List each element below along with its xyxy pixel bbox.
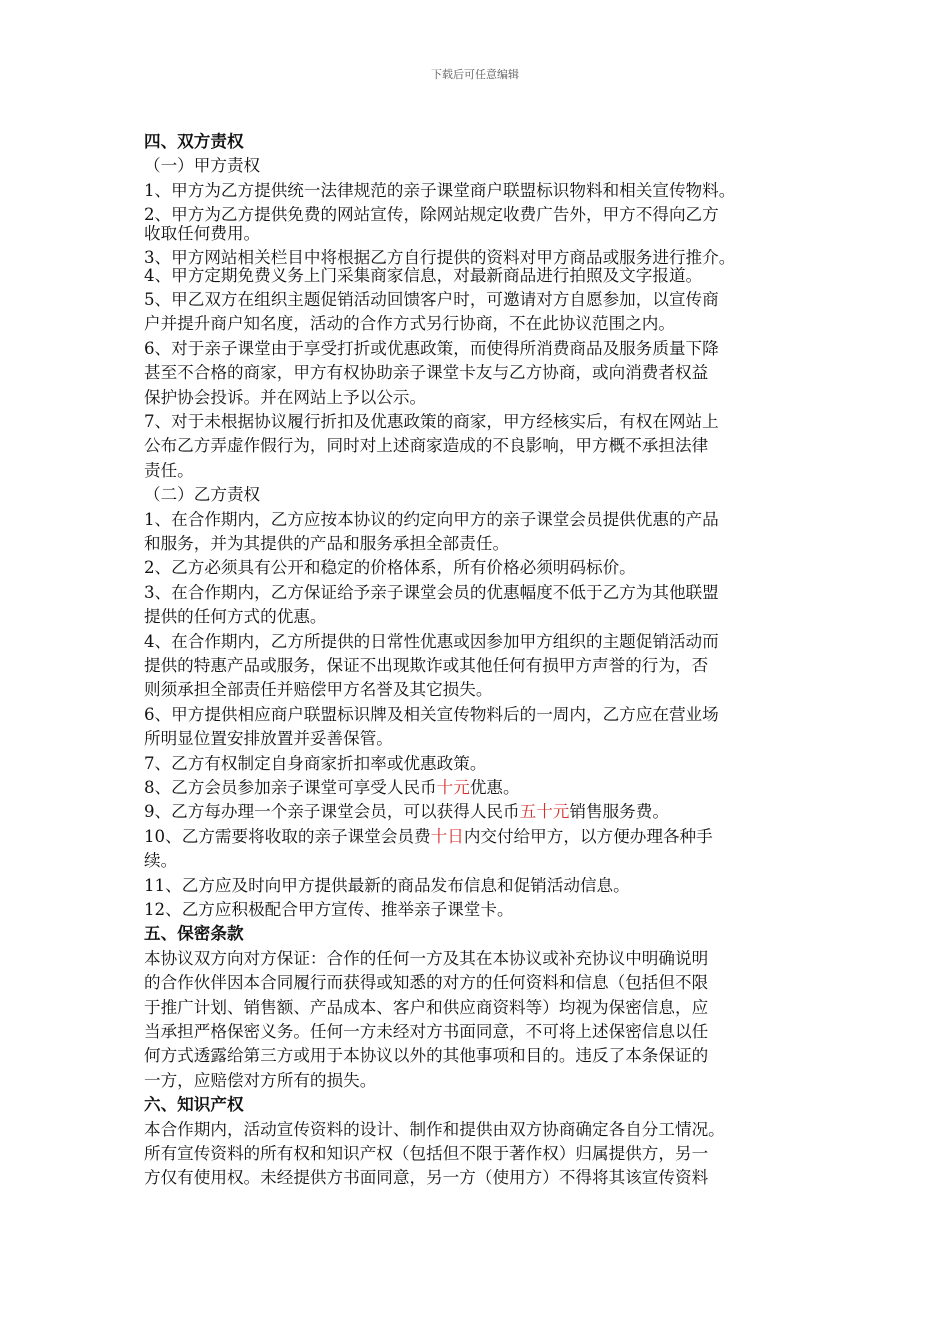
header-note: 下载后可任意编辑 xyxy=(431,68,519,81)
paragraph-line: 1、在合作期内，乙方应按本协议的约定向甲方的亲子课堂会员提供优惠的产品 xyxy=(144,510,719,529)
paragraph-line: 6、甲方提供相应商户联盟标识牌及相关宣传物料后的一周内，乙方应在营业场 xyxy=(144,705,719,724)
paragraph-line: 户并提升商户知名度，活动的合作方式另行协商，不在此协议范围之内。 xyxy=(144,314,675,333)
paragraph-line: 6、对于亲子课堂由于享受打折或优惠政策，而使得所消费商品及服务质量下降 xyxy=(144,339,719,358)
paragraph-line-member-discount xyxy=(144,774,520,798)
paragraph-line: 和服务，并为其提供的产品和服务承担全部责任。 xyxy=(144,534,510,553)
paragraph-line: 所有宣传资料的所有权和知识产权（包括但不限于著作权）归属提供方，另一 xyxy=(144,1144,709,1163)
paragraph-line: 7、乙方有权制定自身商家折扣率或优惠政策。 xyxy=(144,754,487,773)
paragraph-line: 所明显位置安排放置并妥善保管。 xyxy=(144,729,393,748)
section-heading: 五、保密条款 xyxy=(144,924,244,943)
paragraph-line: 5、甲乙双方在组织主题促销活动回馈客户时，可邀请对方自愿参加，以宣传商 xyxy=(144,290,719,309)
paragraph-line: 于推广计划、销售额、产品成本、客户和供应商资料等）均视为保密信息，应 xyxy=(144,998,709,1017)
paragraph-line: 4、甲方定期免费义务上门采集商家信息，对最新商品进行拍照及文字报道。 xyxy=(144,266,703,285)
subsection-heading: （二）乙方责权 xyxy=(144,485,261,504)
section-heading: 六、知识产权 xyxy=(144,1095,244,1114)
paragraph-line: 当承担严格保密义务。任何一方未经对方书面同意，不可将上述保密信息以任 xyxy=(144,1022,709,1041)
paragraph-line: 1、甲方为乙方提供统一法律规范的亲子课堂商户联盟标识物料和相关宣传物料。 xyxy=(144,181,736,200)
paragraph-line: 4、在合作期内，乙方所提供的日常性优惠或因参加甲方组织的主题促销活动而 xyxy=(144,632,719,651)
highlight-amount: 十元 xyxy=(436,778,470,797)
highlight-amount: 五十元 xyxy=(519,802,570,821)
paragraph-line: 的合作伙伴因本合同履行而获得或知悉的对方的任何资料和信息（包括但不限 xyxy=(144,973,709,992)
paragraph-line: 11、乙方应及时向甲方提供最新的商品发布信息和促销活动信息。 xyxy=(144,876,630,895)
paragraph-line: 责任。 xyxy=(144,461,194,480)
line-text: 内交付给甲方，以方便办理各种手 xyxy=(463,827,713,846)
line-text: 优惠。 xyxy=(469,778,520,797)
section-heading: 四、双方责权 xyxy=(144,132,244,151)
paragraph-line: 本合作期内，活动宣传资料的设计、制作和提供由双方协商确定各自分工情况。 xyxy=(144,1120,725,1139)
paragraph-line: 3、在合作期内，乙方保证给予亲子课堂会员的优惠幅度不低于乙方为其他联盟 xyxy=(144,583,719,602)
paragraph-line: 续。 xyxy=(144,851,178,870)
paragraph-line: 方仅有使用权。未经提供方书面同意，另一方（使用方）不得将其该宣传资料 xyxy=(144,1168,709,1187)
paragraph-line: 2、乙方必须具有公开和稳定的价格体系，所有价格必须明码标价。 xyxy=(144,558,636,577)
highlight-deadline: 十日 xyxy=(430,827,464,846)
paragraph-line: 2、甲方为乙方提供免费的网站宣传，除网站规定收费广告外，甲方不得向乙方 xyxy=(144,205,719,224)
paragraph-line: 提供的任何方式的优惠。 xyxy=(144,607,327,626)
paragraph-line: 一方，应赔偿对方所有的损失。 xyxy=(144,1071,377,1090)
paragraph-line: 甚至不合格的商家，甲方有权协助亲子课堂卡友与乙方协商，或向消费者权益 xyxy=(144,363,709,382)
paragraph-line: 12、乙方应积极配合甲方宣传、推举亲子课堂卡。 xyxy=(144,900,514,919)
subsection-heading: （一）甲方责权 xyxy=(144,156,261,175)
paragraph-line: 公布乙方弄虚作假行为，同时对上述商家造成的不良影响，甲方概不承担法律 xyxy=(144,436,709,455)
paragraph-line-payment-deadline xyxy=(144,823,713,847)
paragraph-line: 本协议双方向对方保证：合作的任何一方及其在本协议或补充协议中明确说明 xyxy=(144,949,709,968)
line-text: 10、乙方需要将收取的亲子课堂会员费 xyxy=(144,827,431,846)
line-text: 销售服务费。 xyxy=(569,802,669,821)
line-text: 8、乙方会员参加亲子课堂可享受人民币 xyxy=(144,778,437,797)
paragraph-line: 7、对于未根据协议履行折扣及优惠政策的商家，甲方经核实后，有权在网站上 xyxy=(144,412,719,431)
line-text: 9、乙方每办理一个亲子课堂会员，可以获得人民币 xyxy=(144,802,520,821)
paragraph-line: 提供的特惠产品或服务，保证不出现欺诈或其他任何有损甲方声誉的行为，否 xyxy=(144,656,709,675)
paragraph-line-service-fee xyxy=(144,798,669,822)
paragraph-line: 则须承担全部责任并赔偿甲方名誉及其它损失。 xyxy=(144,680,493,699)
paragraph-line: 3、甲方网站相关栏目中将根据乙方自行提供的资料对甲方商品或服务进行推介。 xyxy=(144,248,736,267)
paragraph-line: 保护协会投诉。并在网站上予以公示。 xyxy=(144,388,427,407)
paragraph-line: 收取任何费用。 xyxy=(144,224,261,243)
paragraph-line: 何方式透露给第三方或用于本协议以外的其他事项和目的。违反了本条保证的 xyxy=(144,1046,709,1065)
